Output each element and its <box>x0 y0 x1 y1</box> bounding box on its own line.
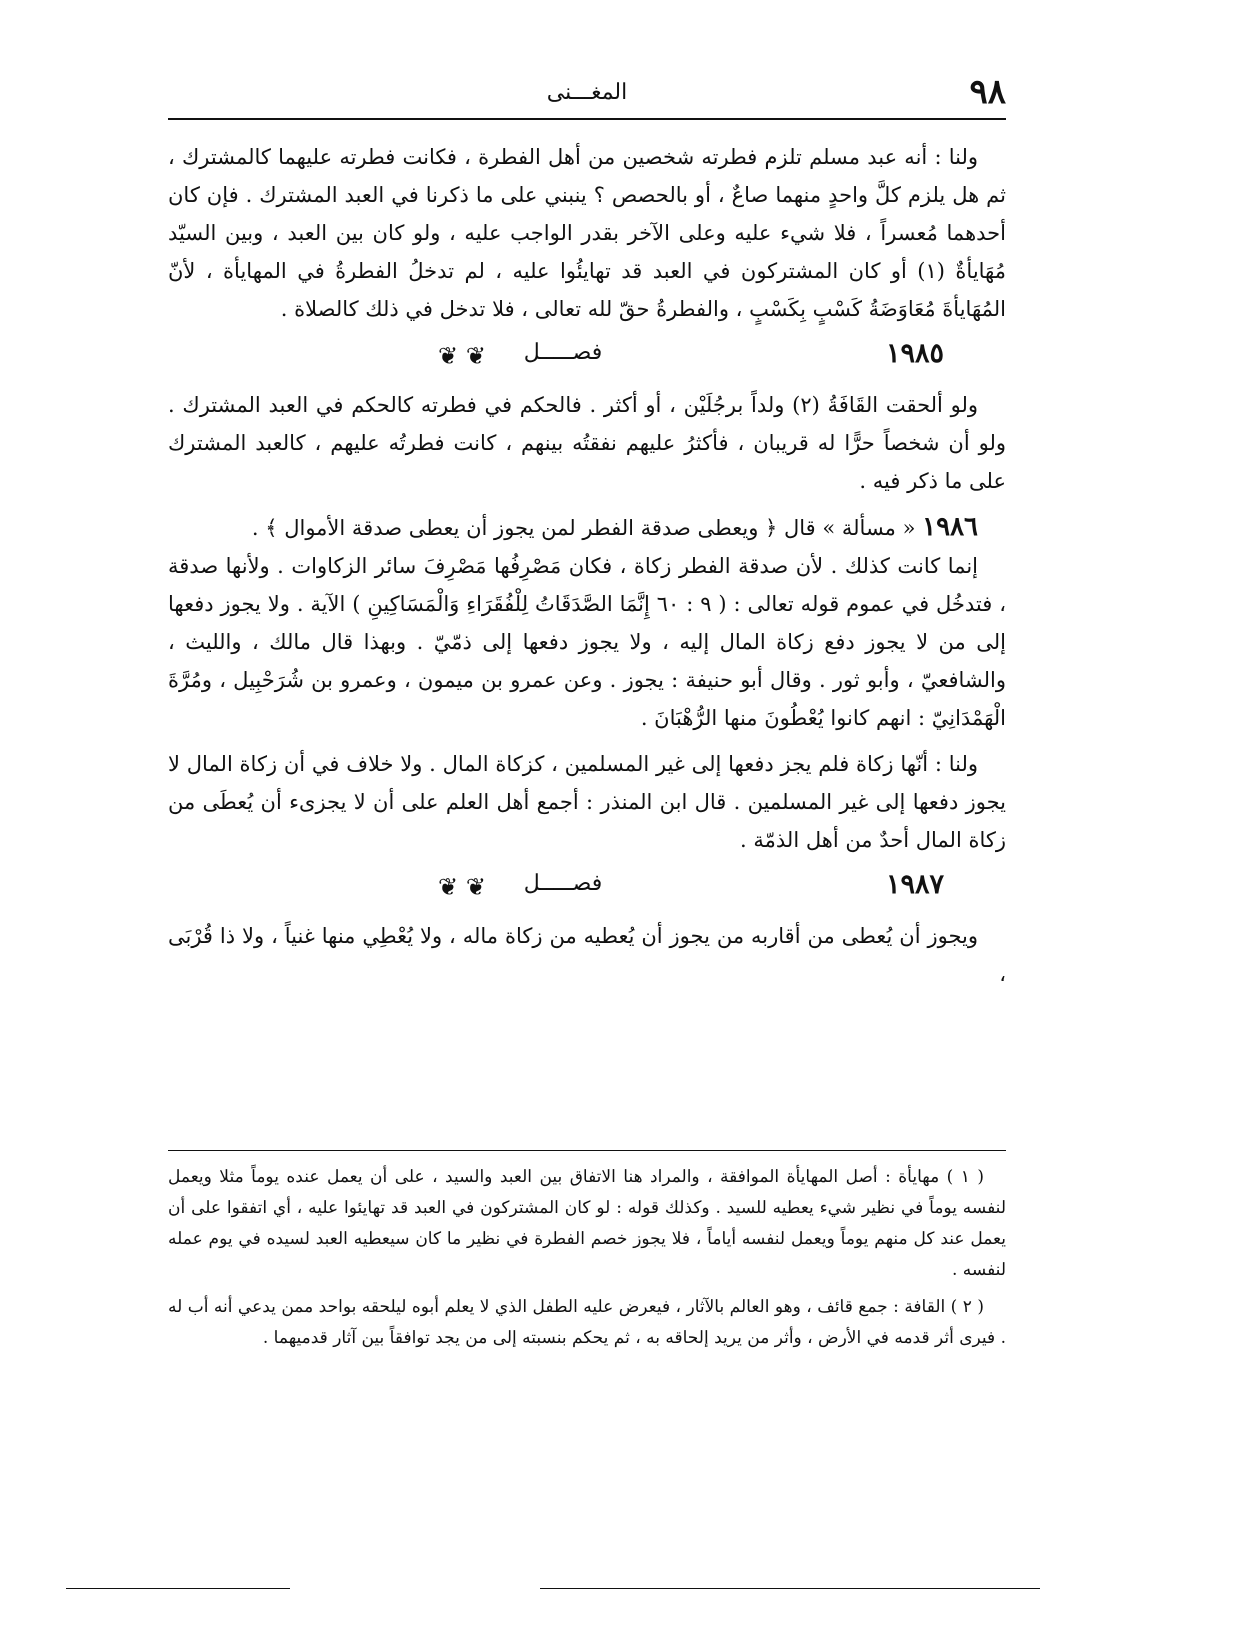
page-number: ٩٨ <box>969 72 1006 112</box>
main-text <box>168 138 1006 993</box>
paragraph-3: إنما كانت كذلك . لأن صدقة الفطر زكاة ، فكان مَصْرِفُها مَصْرِفَ سائر الزكاوات . ولأنها صدقة ، فتدخُل في عموم قوله تعالى : ( ٩ : ٦٠ إِنَّمَا الصَّدَقَاتُ لِلْفُقَرَاءِ وَالْمَسَاكِينِ ) الآية . ولا يجوز دفعها إلى من لا يجوز دفع زكاة المال إليه ، ولا يجوز دفعها إلى ذمّيّ . وبهذا قال مالك ، والليث ، والشافعيّ ، وأبو ثور . وقال أبو حنيفة : يجوز . وعن عمرو بن ميمون ، وعمرو بن شُرَحْبِيل ، ومُرَّةَ الْهَمْدَانِيّ : انهم كانوا يُعْطُونَ منها الرُّهْبَانَ . <box>168 554 1006 730</box>
paragraph-5: ويجوز أن يُعطى من أقاربه من يجوز أن يُعطيه من زكاة ماله ، ولا يُعْطِي منها غنياً ، ولا ذا قُرْبَى ، <box>168 924 1006 986</box>
ornament-right-icon: ❦ <box>465 873 486 901</box>
bottom-rule-right <box>540 1588 1040 1589</box>
ornament-left-icon: ❦ <box>438 342 459 370</box>
header-rule <box>168 118 1006 120</box>
paragraph-4: ولنا : أنّها زكاة فلم يجز دفعها إلى غير المسلمين ، كزكاة المال . ولا خلاف في أن زكاة المال لا يجوز دفعها إلى غير المسلمين . قال ابن المنذر : أجمع أهل العلم على أن لا يجزىء أن يُعطَى من زكاة المال أحدٌ من أهل الذمّة . <box>168 752 1006 852</box>
ornament-right-icon: ❦ <box>465 342 486 370</box>
paragraph-2: ولو ألحقت القَافَةُ (٢) ولداً برجُلَيْن ، أو أكثر . فالحكم في فطرته كالحكم في العبد المشترك . ولو أن شخصاً حرًّا له قريبان ، فأكثرُ عليهم نفقتُه بينهم ، كانت فطرتُه عليهم ، كالعبد المشترك على ما ذكر فيه . <box>168 393 1006 493</box>
section-number: ١٩٨٥ <box>885 338 944 369</box>
section-number: ١٩٨٧ <box>885 869 944 900</box>
masala-text: « مسألة » قال ﴿ ويعطى صدقة الفطر لمن يجوز أن يعطى صدقة الأموال ﴾ . <box>251 516 916 540</box>
section-heading-1985 <box>168 336 1006 380</box>
paragraph-1: ولنا : أنه عبد مسلم تلزم فطرته شخصين من أهل الفطرة ، فكانت فطرته عليهما كالمشترك ، ثم هل يلزم كلَّ واحدٍ منهما صاعٌ ، أو بالحصص ؟ ينبني على ما ذكرنا في العبد المشترك . فإن كان أحدهما مُعسراً ، فلا شيء عليه وعلى الآخر بقدر الواجب عليه ، ولو كان بين العبد ، وبين السيّد مُهَايأةٌ (١) أو كان المشتركون في العبد قد تهايئُوا عليه ، لم تدخلُ الفطرةُ في المهايأة ، لأنّ المُهَايأةَ مُعَاوَضَةُ كَسْبٍ بِكَسْبٍ ، والفطرةُ حقّ لله تعالى ، فلا تدخل في ذلك كالصلاة . <box>168 145 1006 321</box>
page-header <box>168 70 1006 116</box>
masala-number: ١٩٨٦ <box>922 512 978 542</box>
section-heading-1987 <box>168 867 1006 911</box>
masala-line <box>168 508 1006 547</box>
footnote-2: ( ٢ ) القافة : جمع قائف ، وهو العالم بالآثار ، فيعرض عليه الطفل الذي لا يعلم أبوه ليلحقه بواحد ممن يدعي أنه أب له . فيرى أثر قدمه في الأرض ، وأثر من يريد إلحاقه به ، ثم يحكم بنسبته إلى من يجد توافقاً بين آثار قدميهما . <box>168 1297 1006 1348</box>
ornament-left-icon: ❦ <box>438 873 459 901</box>
footnote-1: ( ١ ) مهايأة : أصل المهايأة الموافقة ، والمراد هنا الاتفاق بين العبد والسيد ، على أن يعمل عنده يوماً مثلا ويعمل لنفسه يوماً في نظير شيء يعطيه للسيد . وكذلك قوله : لو كان المشتركون في العبد قد تهايئوا عليه ، أي اتفقوا على أن يعمل عند كل منهم يوماً ويعمل لنفسه أياماً ، فلا يجوز خصم الفطرة في نظير ما كان سيعطيه العبد لسيده في يوم عمله لنفسه . <box>168 1167 1006 1280</box>
footnote-rule <box>168 1150 1006 1151</box>
footnotes <box>168 1162 1006 1360</box>
running-title: المغـــنى <box>546 80 628 105</box>
section-title: فصـــــل <box>523 871 603 896</box>
bottom-rule-left <box>66 1588 290 1589</box>
section-title: فصـــــل <box>523 340 603 365</box>
